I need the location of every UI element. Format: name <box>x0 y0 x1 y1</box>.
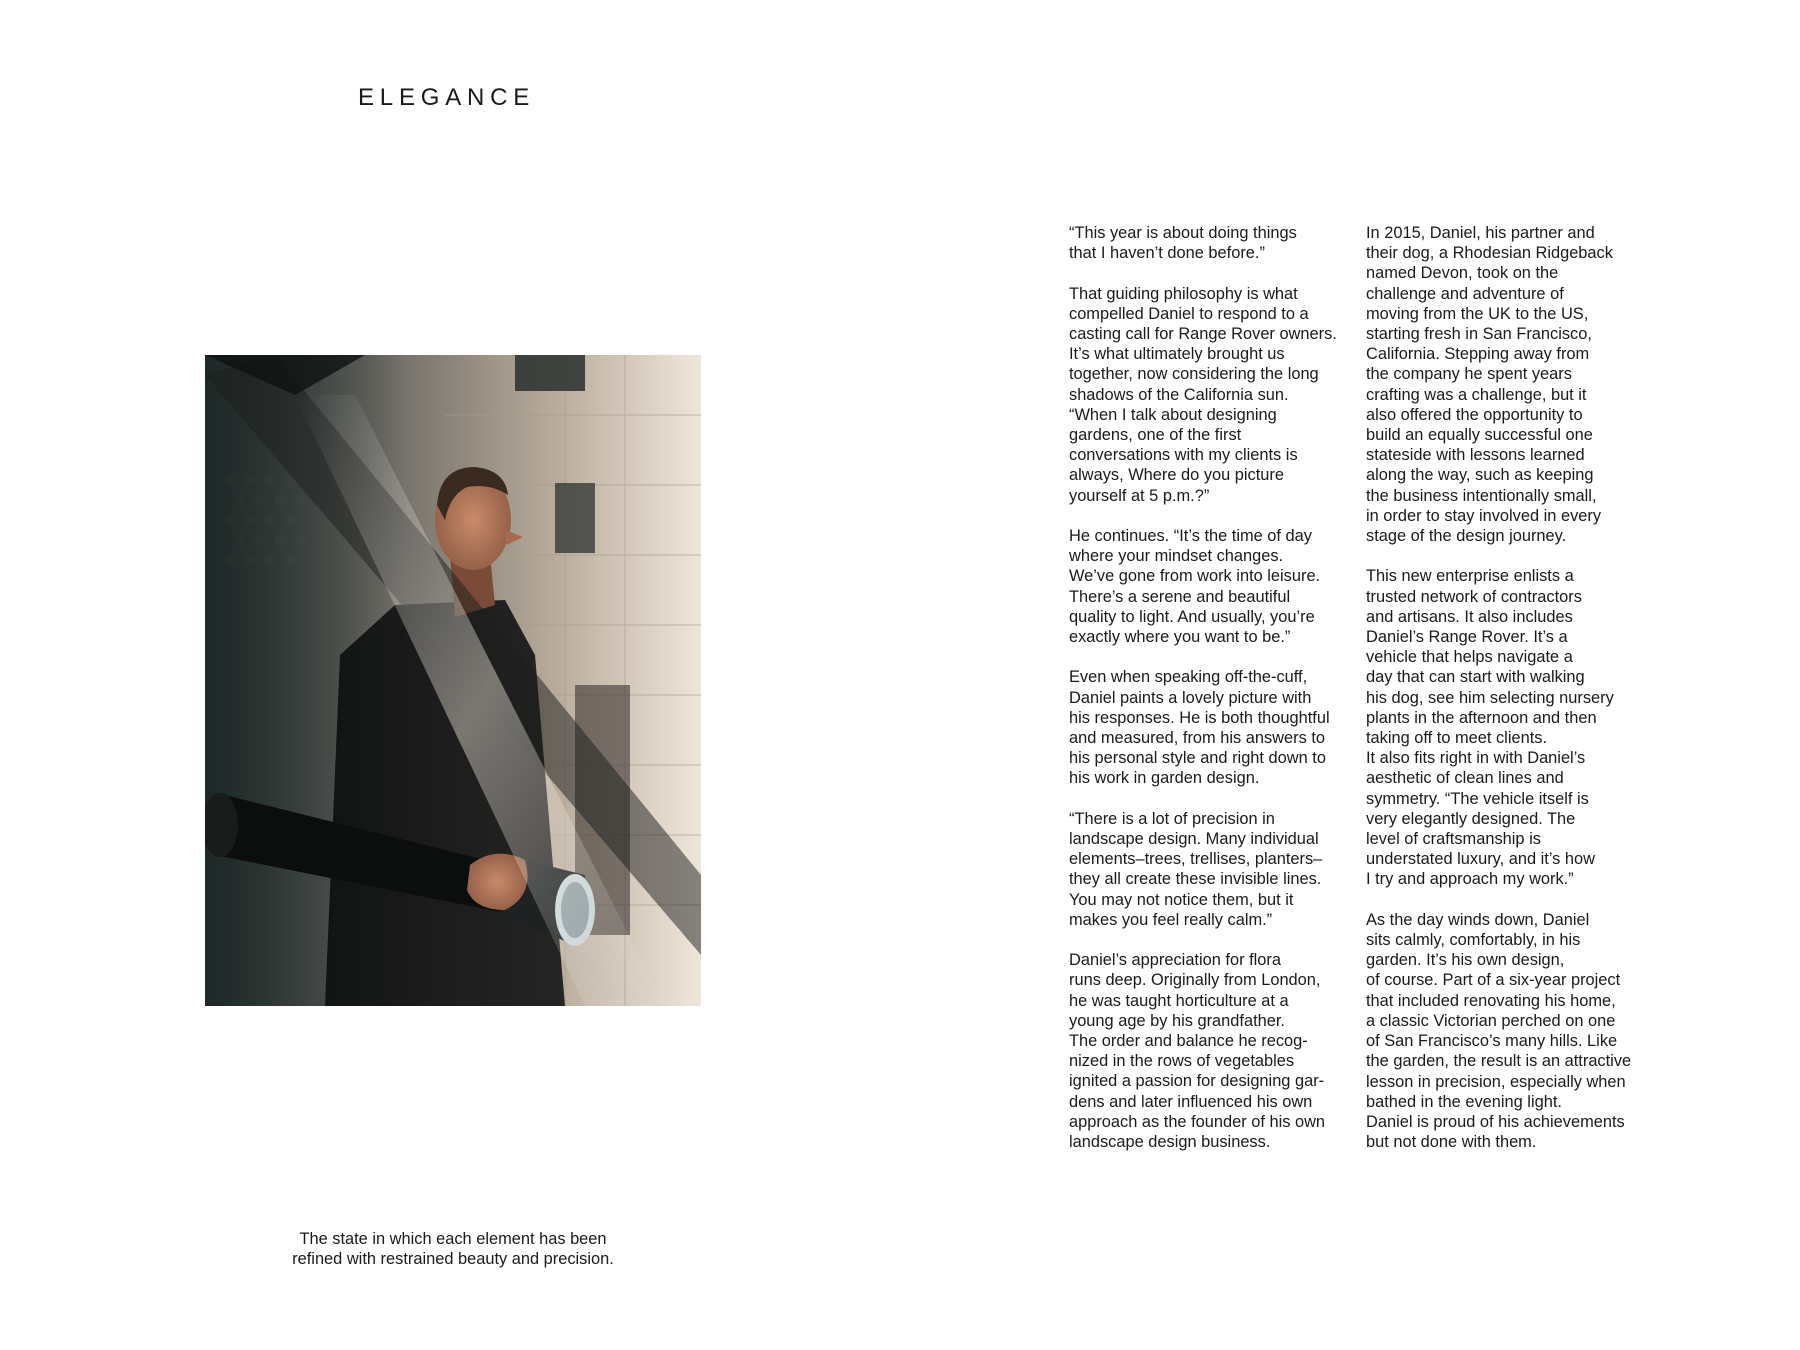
paragraph: “This year is about doing things that I haven’t done before.” <box>1069 224 1297 263</box>
photo-caption: The state in which each element has been refined with restrained beauty and precision. <box>292 1230 614 1268</box>
portrait-photo-icon <box>205 355 701 1006</box>
paragraph: “There is a lot of precision in landscape design. Many individual elements–trees, trellises, planters– they all create these invisible lines. You may not notice them, but it makes you feel really calm.” <box>1069 809 1323 929</box>
paragraph: This new enterprise enlists a trusted network of contractors and artisans. It also includes Daniel’s Range Rover. It’s a vehicle that helps navigate a day that can start with walking his dog, see him selecting nursery plants in the afternoon and then taking off to meet clients. It also fits right in with Daniel’s aesthetic of clean lines and symmetry. “The vehicle itself is very elegantly designed. The level of craftsmanship is understated luxury, and it’s how I try and approach my work.” <box>1366 567 1614 889</box>
paragraph: Even when speaking off-the-cuff, Daniel paints a lovely picture with his responses. He is both thoughtful and measured, from his answers to his personal style and right down to his work in garden design. <box>1069 668 1330 788</box>
paragraph: He continues. “It’s the time of day where your mindset changes. We’ve gone from work into leisure. There’s a serene and beautiful quality to light. And usually, you’re exactly where you want to be.” <box>1069 527 1321 647</box>
paragraph: Daniel’s appreciation for flora runs deep. Originally from London, he was taught horticulture at a young age by his grandfather. The order and balance he recog- nized in the rows of vegetables ignited a passion for designing gar- dens and later influenced his own approach as the founder of his own landscape design business. <box>1069 951 1326 1152</box>
spread-title: ELEGANCE <box>358 84 536 111</box>
portrait-photo <box>205 355 701 1006</box>
paragraph: As the day winds down, Daniel sits calmly, comfortably, in his garden. It’s his own design, of course. Part of a six-year project that included renovating his home, a classic Victorian perched on one of San Francisco’s many hills. Like the garden, the result is an attractive lesson in precision, especially when bathed in the evening light. Daniel is proud of his achievements but not done with them. <box>1366 910 1632 1152</box>
article-column-left <box>1069 223 1369 1152</box>
article-column-right <box>1366 223 1666 1152</box>
paragraph: In 2015, Daniel, his partner and their dog, a Rhodesian Ridgeback named Devon, took on the challenge and adventure of moving from the UK to the US, starting fresh in San Francisco, California. Stepping away from the company he spent years crafting was a challenge, but it also offered the opportunity to build an equally successful one stateside with lessons learned along the way, such as keeping the business intentionally small, in order to stay involved in every stage of the design journey. <box>1366 224 1613 546</box>
paragraph: That guiding philosophy is what compelled Daniel to respond to a casting call for Range Rover owners. It’s what ultimately brought us together, now considering the long shadows of the California sun. “When I talk about designing gardens, one of the first conversations with my clients is always, Where do you picture yourself at 5 p.m.?” <box>1069 284 1337 505</box>
